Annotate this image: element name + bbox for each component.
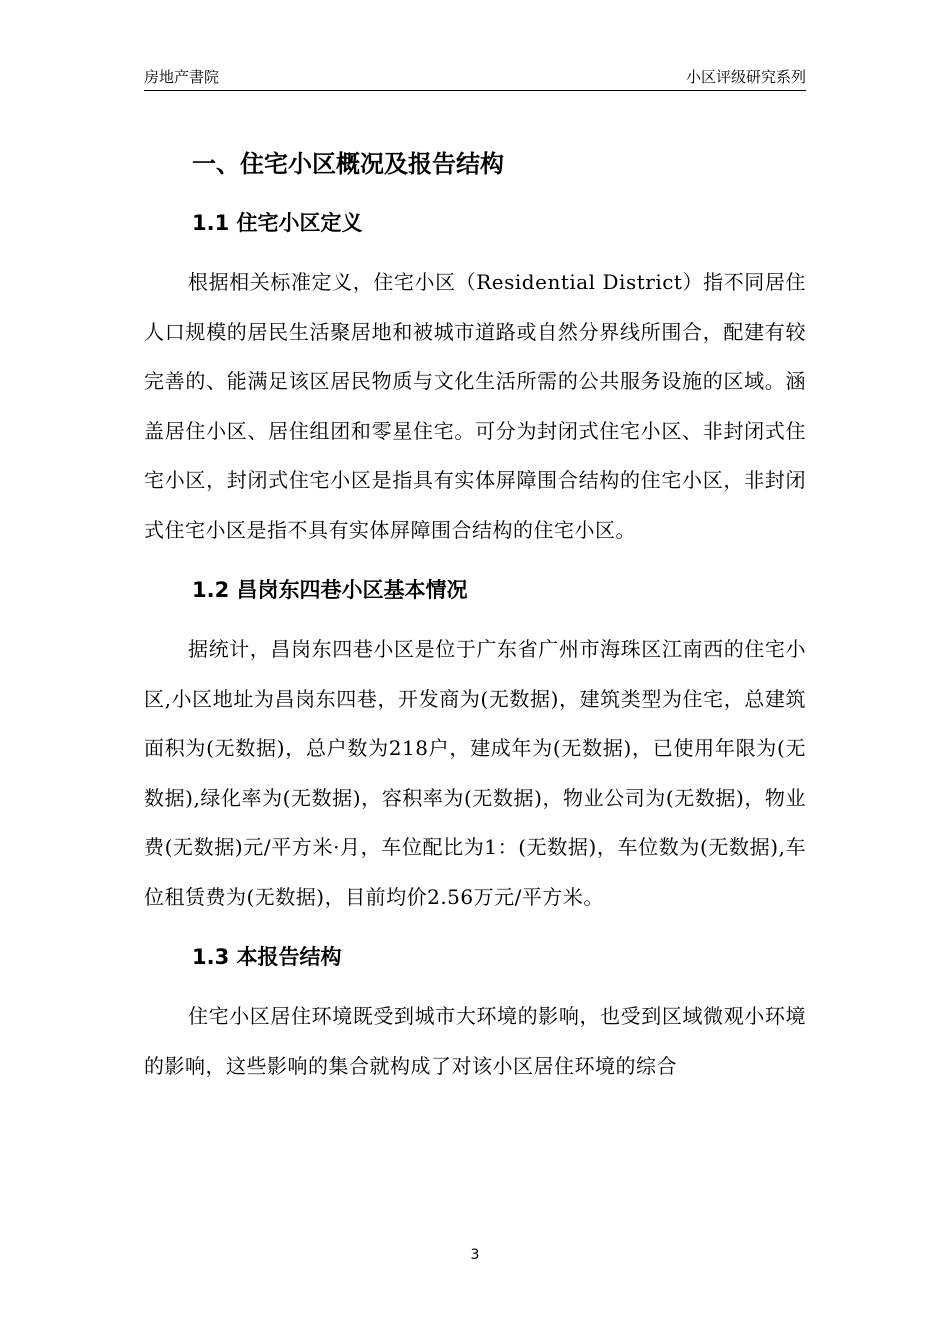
section-heading-1-3: 1.3 本报告结构 xyxy=(192,945,342,969)
header-right-title: 小区评级研究系列 xyxy=(685,68,806,86)
section-paragraph-1-3: 住宅小区居住环境既受到城市大环境的影响，也受到区域微观小环境的影响，这些影响的集合就构成了对该小区居住环境的综合 xyxy=(144,1004,806,1078)
chapter-heading: 一、住宅小区概况及报告结构 xyxy=(192,150,504,178)
section-paragraph-1-1: 根据相关标准定义，住宅小区（Residential District）指不同居住人口规模的居民生活聚居地和被城市道路或自然分界线所围合，配建有较完善的、能满足该区居民物质与文化生活所需的公共服务设施的区域。涵盖居住小区、居住组团和零星住宅。可分为封闭式住宅小区、非封闭式住宅小区，封闭式住宅小区是指具有实体屏障围合结构的住宅小区，非封闭式住宅小区是指不具有实体屏障围合结构的住宅小区。 xyxy=(144,270,806,542)
header-left-title: 房地产書院 xyxy=(144,68,220,86)
page-header xyxy=(144,60,806,91)
section-paragraph-1-2: 据统计，昌岗东四巷小区是位于广东省广州市海珠区江南西的住宅小区,小区地址为昌岗东四巷，开发商为(无数据)，建筑类型为住宅，总建筑面积为(无数据)，总户数为218户，建成年为(无数据)，已使用年限为(无数据),绿化率为(无数据)，容积率为(无数据)，物业公司为(无数据)，物业费(无数据)元/平方米·月，车位配比为1：(无数据)，车位数为(无数据),车位租赁费为(无数据)，目前均价2.56万元/平方米。 xyxy=(144,637,806,909)
document-body xyxy=(144,140,806,1091)
page-number: 3 xyxy=(470,1247,480,1263)
section-heading-1-2: 1.2 昌岗东四巷小区基本情况 xyxy=(192,578,468,602)
section-heading-1-1: 1.1 住宅小区定义 xyxy=(192,211,363,235)
